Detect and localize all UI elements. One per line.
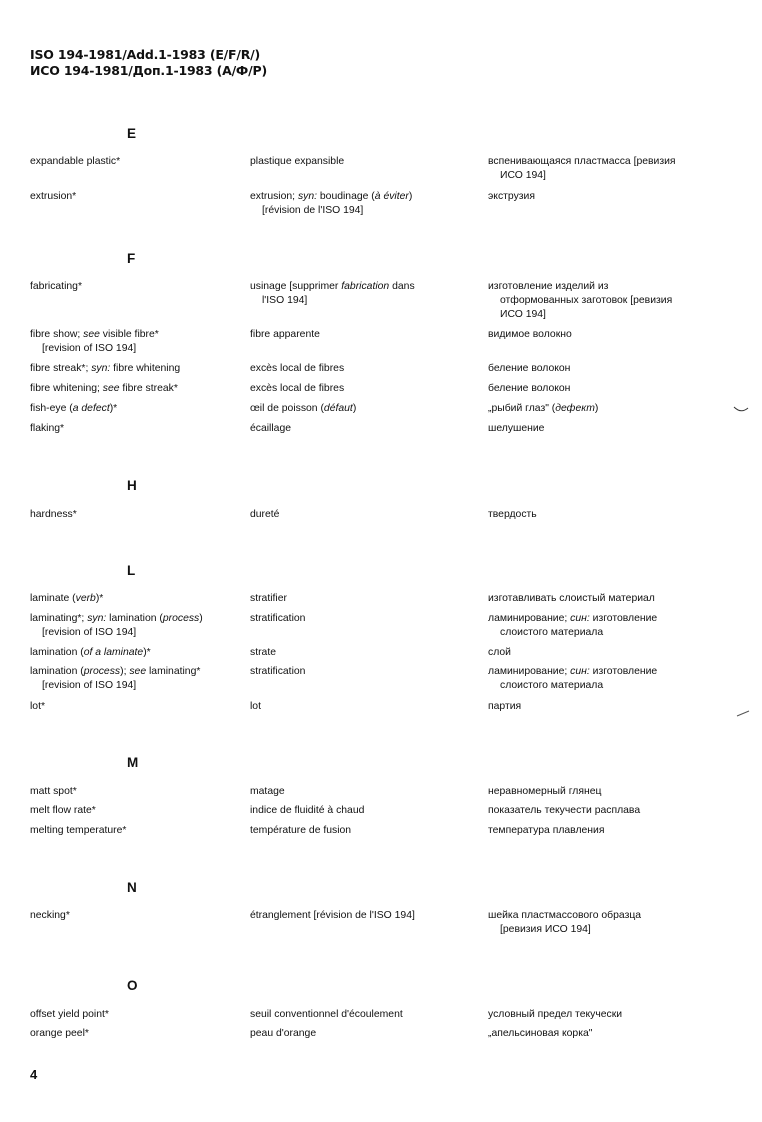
term-line: ламинирование; син: изготовление bbox=[488, 666, 658, 677]
term-line: lamination (of a laminate)* bbox=[30, 647, 151, 658]
italic-qualifier: see bbox=[102, 383, 120, 394]
term-english bbox=[30, 700, 240, 714]
term-line: matage bbox=[250, 786, 285, 797]
italic-qualifier: verb bbox=[75, 593, 96, 604]
term-french bbox=[250, 785, 450, 799]
term-english bbox=[30, 665, 240, 693]
term-line: „рыбий глаз" (дефект) bbox=[488, 403, 599, 414]
term-line: [ревизия ИСО 194] bbox=[500, 924, 591, 935]
term-russian bbox=[488, 508, 723, 522]
term-russian bbox=[488, 280, 723, 322]
term-line: неравномерный глянец bbox=[488, 786, 602, 797]
italic-qualifier: syn: bbox=[91, 363, 111, 374]
term-line: flaking* bbox=[30, 423, 65, 434]
term-line: fibre whitening; see fibre streak* bbox=[30, 383, 178, 394]
term-line: экструзия bbox=[488, 191, 535, 202]
term-line: necking* bbox=[30, 910, 70, 921]
term-french bbox=[250, 328, 450, 342]
italic-qualifier: дефект bbox=[555, 403, 595, 414]
term-line: слой bbox=[488, 647, 511, 658]
term-line: melt flow rate* bbox=[30, 805, 96, 816]
term-russian bbox=[488, 155, 723, 183]
term-line: peau d'orange bbox=[250, 1028, 317, 1039]
term-line: шелушение bbox=[488, 423, 545, 434]
term-english bbox=[30, 612, 240, 640]
term-line: orange peel* bbox=[30, 1028, 89, 1039]
term-english bbox=[30, 508, 240, 522]
term-line: температура плавления bbox=[488, 825, 605, 836]
term-french bbox=[250, 402, 450, 416]
term-french bbox=[250, 280, 450, 308]
italic-qualifier: syn: bbox=[297, 191, 317, 202]
term-french bbox=[250, 1008, 450, 1022]
section-letter: E bbox=[127, 126, 137, 141]
term-line: [révision de l'ISO 194] bbox=[262, 205, 364, 216]
term-line: lot bbox=[250, 701, 261, 712]
term-line: plastique expansible bbox=[250, 156, 345, 167]
term-line: fibre streak*; syn: fibre whitening bbox=[30, 363, 181, 374]
term-line: seuil conventionnel d'écoulement bbox=[250, 1009, 403, 1020]
term-line: fibre apparente bbox=[250, 329, 320, 340]
term-french bbox=[250, 362, 450, 376]
section-letter: M bbox=[127, 755, 139, 770]
term-english bbox=[30, 1008, 240, 1022]
term-line: lamination (process); see laminating* bbox=[30, 666, 201, 677]
term-line: hardness* bbox=[30, 509, 77, 520]
term-line: отформованных заготовок [ревизия bbox=[500, 295, 673, 306]
term-english bbox=[30, 1027, 240, 1041]
term-line: laminating*; syn: lamination (process) bbox=[30, 613, 203, 624]
term-line: melting temperature* bbox=[30, 825, 127, 836]
term-russian bbox=[488, 612, 723, 640]
term-line: laminate (verb)* bbox=[30, 593, 104, 604]
italic-qualifier: see bbox=[129, 666, 147, 677]
term-line: offset yield point* bbox=[30, 1009, 109, 1020]
term-french bbox=[250, 1027, 450, 1041]
term-french bbox=[250, 155, 450, 169]
section-letter: H bbox=[127, 478, 137, 493]
term-line: lot* bbox=[30, 701, 46, 712]
term-line: вспенивающаяся пластмасса [ревизия bbox=[488, 156, 676, 167]
term-line: expandable plastic* bbox=[30, 156, 121, 167]
term-english bbox=[30, 155, 240, 169]
term-russian bbox=[488, 422, 723, 436]
term-line: stratification bbox=[250, 666, 306, 677]
term-french bbox=[250, 665, 450, 679]
term-line: œil de poisson (défaut) bbox=[250, 403, 357, 414]
italic-qualifier: син: bbox=[570, 613, 590, 624]
term-line: слоистого материала bbox=[500, 680, 604, 691]
term-line: stratification bbox=[250, 613, 306, 624]
margin-mark bbox=[733, 404, 749, 414]
term-russian bbox=[488, 1027, 723, 1041]
term-english bbox=[30, 592, 240, 606]
term-english bbox=[30, 824, 240, 838]
term-english bbox=[30, 804, 240, 818]
term-russian bbox=[488, 362, 723, 376]
term-line: extrusion; syn: boudinage (à éviter) bbox=[250, 191, 413, 202]
term-french bbox=[250, 804, 450, 818]
term-english bbox=[30, 646, 240, 660]
term-russian bbox=[488, 909, 723, 937]
term-french bbox=[250, 382, 450, 396]
italic-qualifier: син: bbox=[570, 666, 590, 677]
header-standard-code-russian: ИСО 194-1981/Доп.1-1983 (A/Ф/P) bbox=[30, 63, 267, 78]
section-letter: N bbox=[127, 880, 137, 895]
italic-qualifier: à éviter bbox=[374, 191, 409, 202]
term-line: l'ISO 194] bbox=[262, 295, 308, 306]
term-line: écaillage bbox=[250, 423, 292, 434]
term-line: [revision of ISO 194] bbox=[42, 343, 137, 354]
term-line: видимое волокно bbox=[488, 329, 572, 340]
term-russian bbox=[488, 785, 723, 799]
term-line: беление волокон bbox=[488, 363, 571, 374]
term-russian bbox=[488, 402, 723, 416]
italic-qualifier: see bbox=[83, 329, 100, 340]
term-line: indice de fluidité à chaud bbox=[250, 805, 365, 816]
term-line: изготовление изделий из bbox=[488, 281, 609, 292]
term-line: [revision of ISO 194] bbox=[42, 627, 137, 638]
term-english bbox=[30, 328, 240, 356]
term-line: [revision of ISO 194] bbox=[42, 680, 137, 691]
italic-qualifier: fabrication bbox=[341, 281, 390, 292]
term-english bbox=[30, 422, 240, 436]
term-russian bbox=[488, 665, 723, 693]
term-line: stratifier bbox=[250, 593, 287, 604]
term-line: température de fusion bbox=[250, 825, 352, 836]
term-line: „апельсиновая корка" bbox=[488, 1028, 593, 1039]
term-russian bbox=[488, 328, 723, 342]
header-standard-code: ISO 194-1981/Add.1-1983 (E/F/R/) bbox=[30, 47, 261, 62]
term-english bbox=[30, 280, 240, 294]
term-line: твердость bbox=[488, 509, 537, 520]
term-english bbox=[30, 190, 240, 204]
term-line: ИСО 194] bbox=[500, 309, 546, 320]
term-line: excès local de fibres bbox=[250, 363, 345, 374]
term-russian bbox=[488, 700, 723, 714]
italic-qualifier: process bbox=[83, 666, 121, 677]
term-french bbox=[250, 422, 450, 436]
term-line: беление волокон bbox=[488, 383, 571, 394]
term-line: matt spot* bbox=[30, 786, 77, 797]
term-line: fabricating* bbox=[30, 281, 82, 292]
term-english bbox=[30, 402, 240, 416]
term-russian bbox=[488, 592, 723, 606]
page-number: 4 bbox=[30, 1067, 38, 1082]
term-line: показатель текучести расплава bbox=[488, 805, 641, 816]
section-letter: L bbox=[127, 563, 136, 578]
margin-mark bbox=[736, 708, 750, 718]
term-russian bbox=[488, 646, 723, 660]
term-russian bbox=[488, 190, 723, 204]
term-line: excès local de fibres bbox=[250, 383, 345, 394]
italic-qualifier: process bbox=[162, 613, 200, 624]
term-french bbox=[250, 612, 450, 626]
term-english bbox=[30, 909, 240, 923]
term-line: usinage [supprimer fabrication dans bbox=[250, 281, 415, 292]
italic-qualifier: défaut bbox=[323, 403, 353, 414]
italic-qualifier: of a laminate bbox=[83, 647, 144, 658]
term-russian bbox=[488, 804, 723, 818]
term-line: шейка пластмассового образца bbox=[488, 910, 642, 921]
term-line: fish-eye (a defect)* bbox=[30, 403, 118, 414]
term-french bbox=[250, 508, 450, 522]
term-line: dureté bbox=[250, 509, 280, 520]
term-line: партия bbox=[488, 701, 522, 712]
term-french bbox=[250, 190, 450, 218]
italic-qualifier: syn: bbox=[87, 613, 107, 624]
term-french bbox=[250, 700, 450, 714]
term-french bbox=[250, 646, 450, 660]
italic-qualifier: a defect bbox=[72, 403, 110, 414]
term-french bbox=[250, 824, 450, 838]
term-english bbox=[30, 785, 240, 799]
term-english bbox=[30, 382, 240, 396]
section-letter: F bbox=[127, 251, 136, 266]
term-line: extrusion* bbox=[30, 191, 77, 202]
term-line: étranglement [révision de l'ISO 194] bbox=[250, 910, 415, 921]
term-line: fibre show; see visible fibre* bbox=[30, 329, 159, 340]
term-russian bbox=[488, 824, 723, 838]
term-line: условный предел текучески bbox=[488, 1009, 623, 1020]
term-english bbox=[30, 362, 240, 376]
term-french bbox=[250, 592, 450, 606]
term-line: слоистого материала bbox=[500, 627, 604, 638]
section-letter: O bbox=[127, 978, 138, 993]
term-line: изготавливать слоистый материал bbox=[488, 593, 655, 604]
term-line: ИСО 194] bbox=[500, 170, 546, 181]
term-french bbox=[250, 909, 450, 923]
term-line: ламинирование; син: изготовление bbox=[488, 613, 658, 624]
document-header bbox=[30, 47, 267, 79]
term-russian bbox=[488, 382, 723, 396]
term-line: strate bbox=[250, 647, 276, 658]
term-russian bbox=[488, 1008, 723, 1022]
